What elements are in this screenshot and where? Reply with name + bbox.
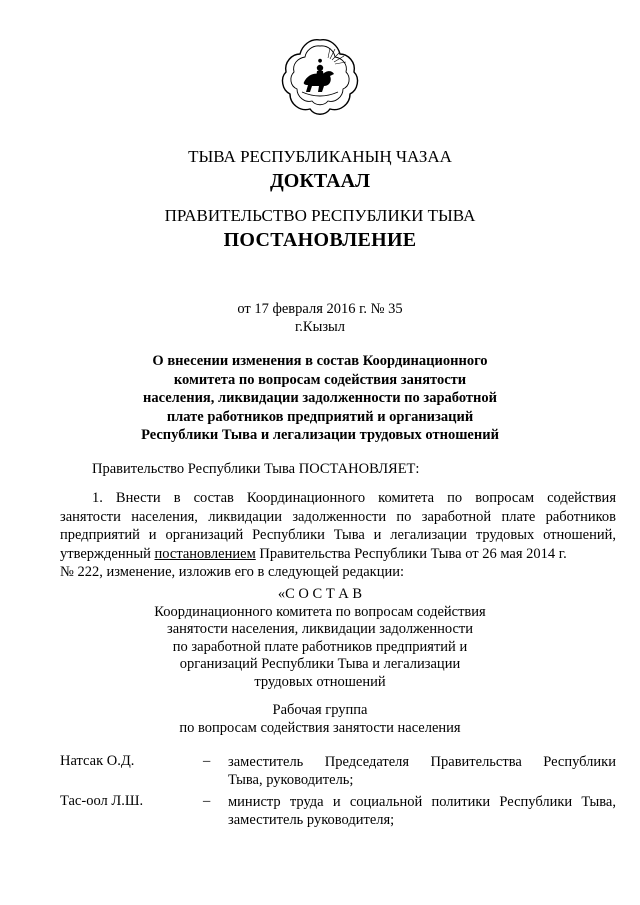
member-role-line: Тыва, руководитель;	[228, 772, 354, 788]
paragraph-text: Правительства Республики Тыва от 26 мая 2014 г.	[255, 545, 567, 562]
member-name: Натсак О.Д.	[60, 753, 135, 769]
member-role-line: заместитель руководителя;	[228, 812, 395, 828]
svg-text:●: ●	[317, 58, 323, 64]
ru-government-heading: ПРАВИТЕЛЬСТВО РЕСПУБЛИКИ ТЫВА	[164, 206, 476, 225]
working-group-subject: по вопросам содействия занятости населения	[179, 719, 461, 736]
ru-doc-type: ПОСТАНОВЛЕНИЕ	[223, 229, 417, 251]
member-dash: –	[203, 793, 211, 809]
resolution-link[interactable]: постановлением	[154, 545, 256, 562]
paragraph-line: 1. Внести в состав Координационного комитета по вопросам содействия	[92, 490, 616, 506]
member-row	[60, 793, 616, 833]
composition-line: Координационного комитета по вопросам содействия	[154, 603, 486, 620]
title-line: Республики Тыва и легализации трудовых отношений	[141, 427, 499, 443]
member-role-line: министр труда и социальной политики Республики Тыва,	[228, 794, 616, 810]
paragraph-line: предприятий и организаций Республики Тыва и легализации трудовых отношений,	[60, 527, 616, 543]
member-dash: –	[203, 753, 211, 769]
paragraph-line: занятости населения, ликвидации задолженности по заработной плате работников	[60, 508, 616, 525]
member-role	[228, 753, 616, 789]
member-role-line: заместитель Председателя Правительства Республики	[228, 754, 616, 770]
composition-line: организаций Республики Тыва и легализации	[179, 656, 461, 672]
tuva-coat-of-arms-icon	[280, 34, 360, 134]
working-group-heading	[0, 702, 640, 737]
title-line: комитета по вопросам содействия занятости	[173, 371, 467, 388]
title-line: О внесении изменения в состав Координационного	[152, 353, 488, 369]
paragraph-line: № 222, изменение, изложив его в следующей редакции:	[60, 564, 405, 580]
paragraph-line	[60, 545, 616, 564]
composition-line: занятости населения, ликвидации задолженности	[167, 621, 473, 637]
working-group-title: Рабочая группа	[272, 702, 368, 718]
member-row	[60, 753, 616, 793]
composition-heading	[0, 586, 640, 691]
composition-line: трудовых отношений	[254, 673, 386, 690]
paragraph-1	[60, 489, 616, 582]
tuva-doc-type: ДОКТААЛ	[270, 170, 370, 192]
member-name: Тас-оол Л.Ш.	[60, 793, 144, 809]
member-role	[228, 793, 616, 829]
document-city: г.Кызыл	[294, 319, 346, 335]
composition-line: по заработной плате работников предприятий и	[172, 638, 468, 655]
resolve-paragraph: Правительство Республики Тыва ПОСТАНОВЛЯЕТ:	[92, 461, 420, 477]
composition-title: «С О С Т А В	[277, 586, 363, 602]
members-list	[60, 753, 616, 833]
tuva-government-heading: ТЫВА РЕСПУБЛИКАНЫҢ ЧАЗАА	[188, 147, 452, 166]
document-date-number: от 17 февраля 2016 г. № 35	[237, 301, 403, 317]
paragraph-text: утвержденный	[60, 545, 155, 562]
document-title	[0, 352, 640, 445]
title-line: плате работников предприятий и организаций	[166, 408, 474, 425]
title-line: населения, ликвидации задолженности по заработной	[142, 390, 497, 406]
